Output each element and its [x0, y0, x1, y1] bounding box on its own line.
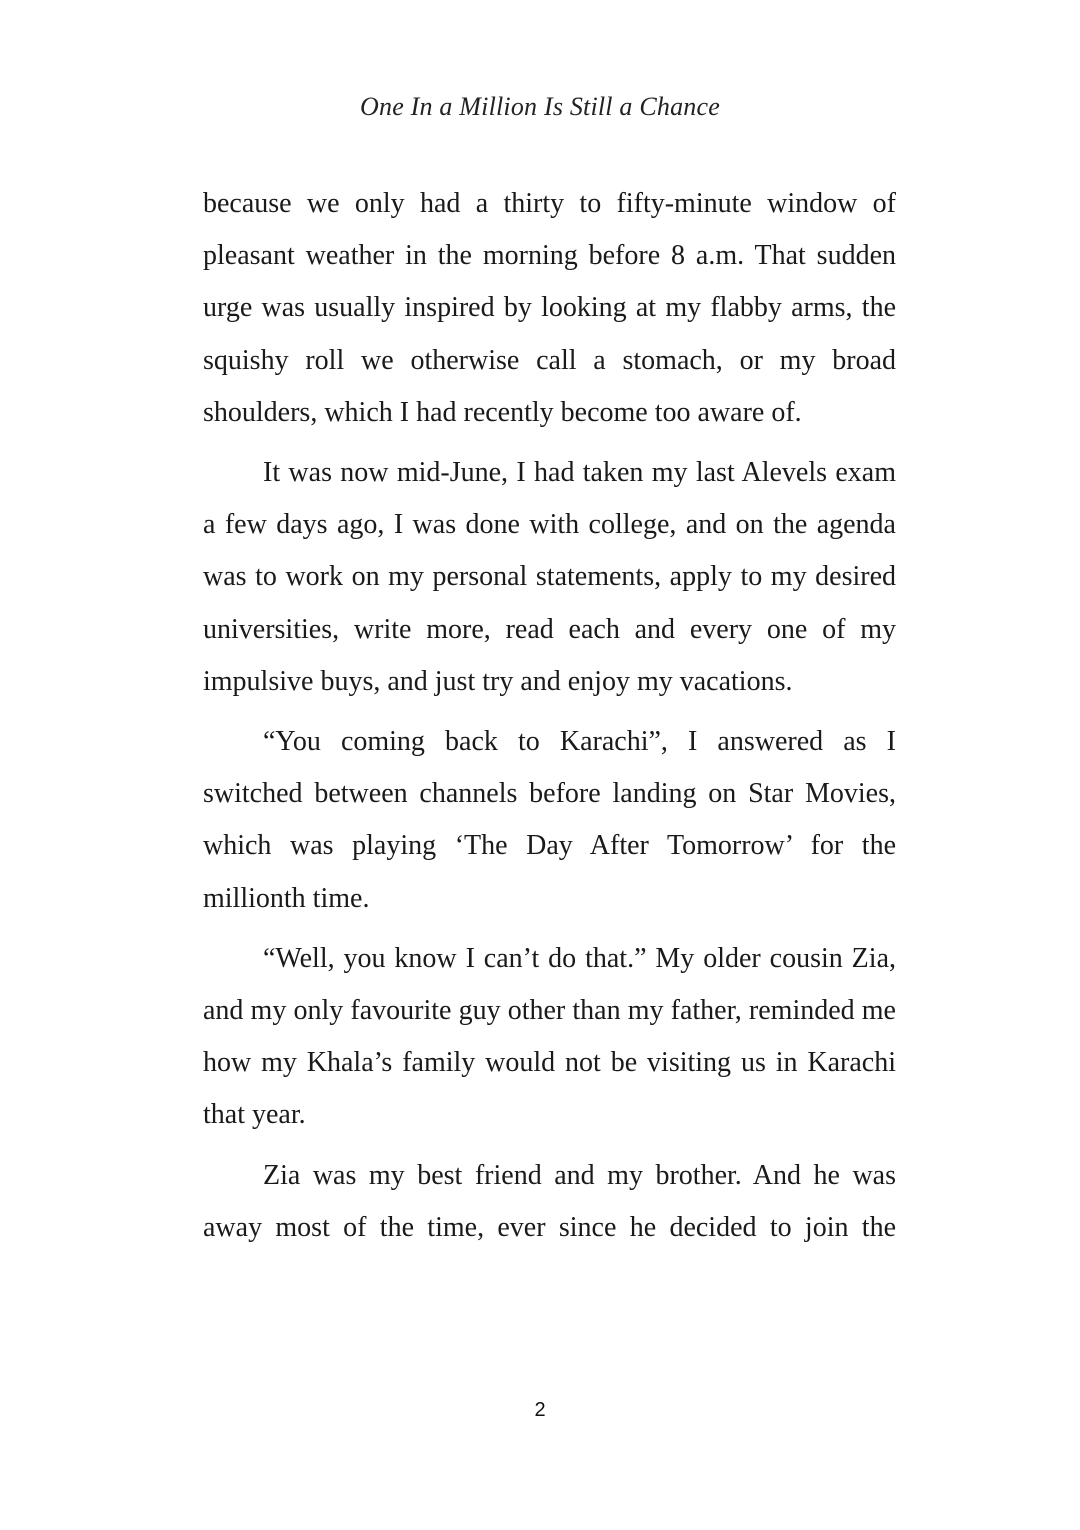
- paragraph: “Well, you know I can’t do that.” My older cousin Zia, and my only favourite guy other than my father, reminded me how my Khala’s family would not be visiting us in Karachi that year.: [203, 942, 896, 1131]
- paragraph: Zia was my best friend and my brother. And he was away most of the time, ever since he decided to join the: [203, 1159, 896, 1243]
- page-number: 2: [534, 1399, 546, 1421]
- paragraph-continued: because we only had a thirty to fifty-minute window of pleasant weather in the morning before 8 a.m. That sudden urge was usually inspired by looking at my flabby arms, the squishy roll we otherwise call a stomach, or my broad shoulders, which I had recently become too aware of.: [203, 188, 896, 428]
- running-header: One In a Million Is Still a Chance: [360, 92, 720, 121]
- body-text: [203, 178, 896, 1262]
- paragraph: It was now mid-June, I had taken my last Alevels exam a few days ago, I was done with college, and on the agenda was to work on my personal statements, apply to my desired universities, write more, read each and every one of my impulsive buys, and just try and enjoy my vacations.: [203, 457, 896, 697]
- paragraph: “You coming back to Karachi”, I answered as I switched between channels before landing on Star Movies, which was playing ‘The Day After Tomorrow’ for the millionth time.: [203, 726, 896, 914]
